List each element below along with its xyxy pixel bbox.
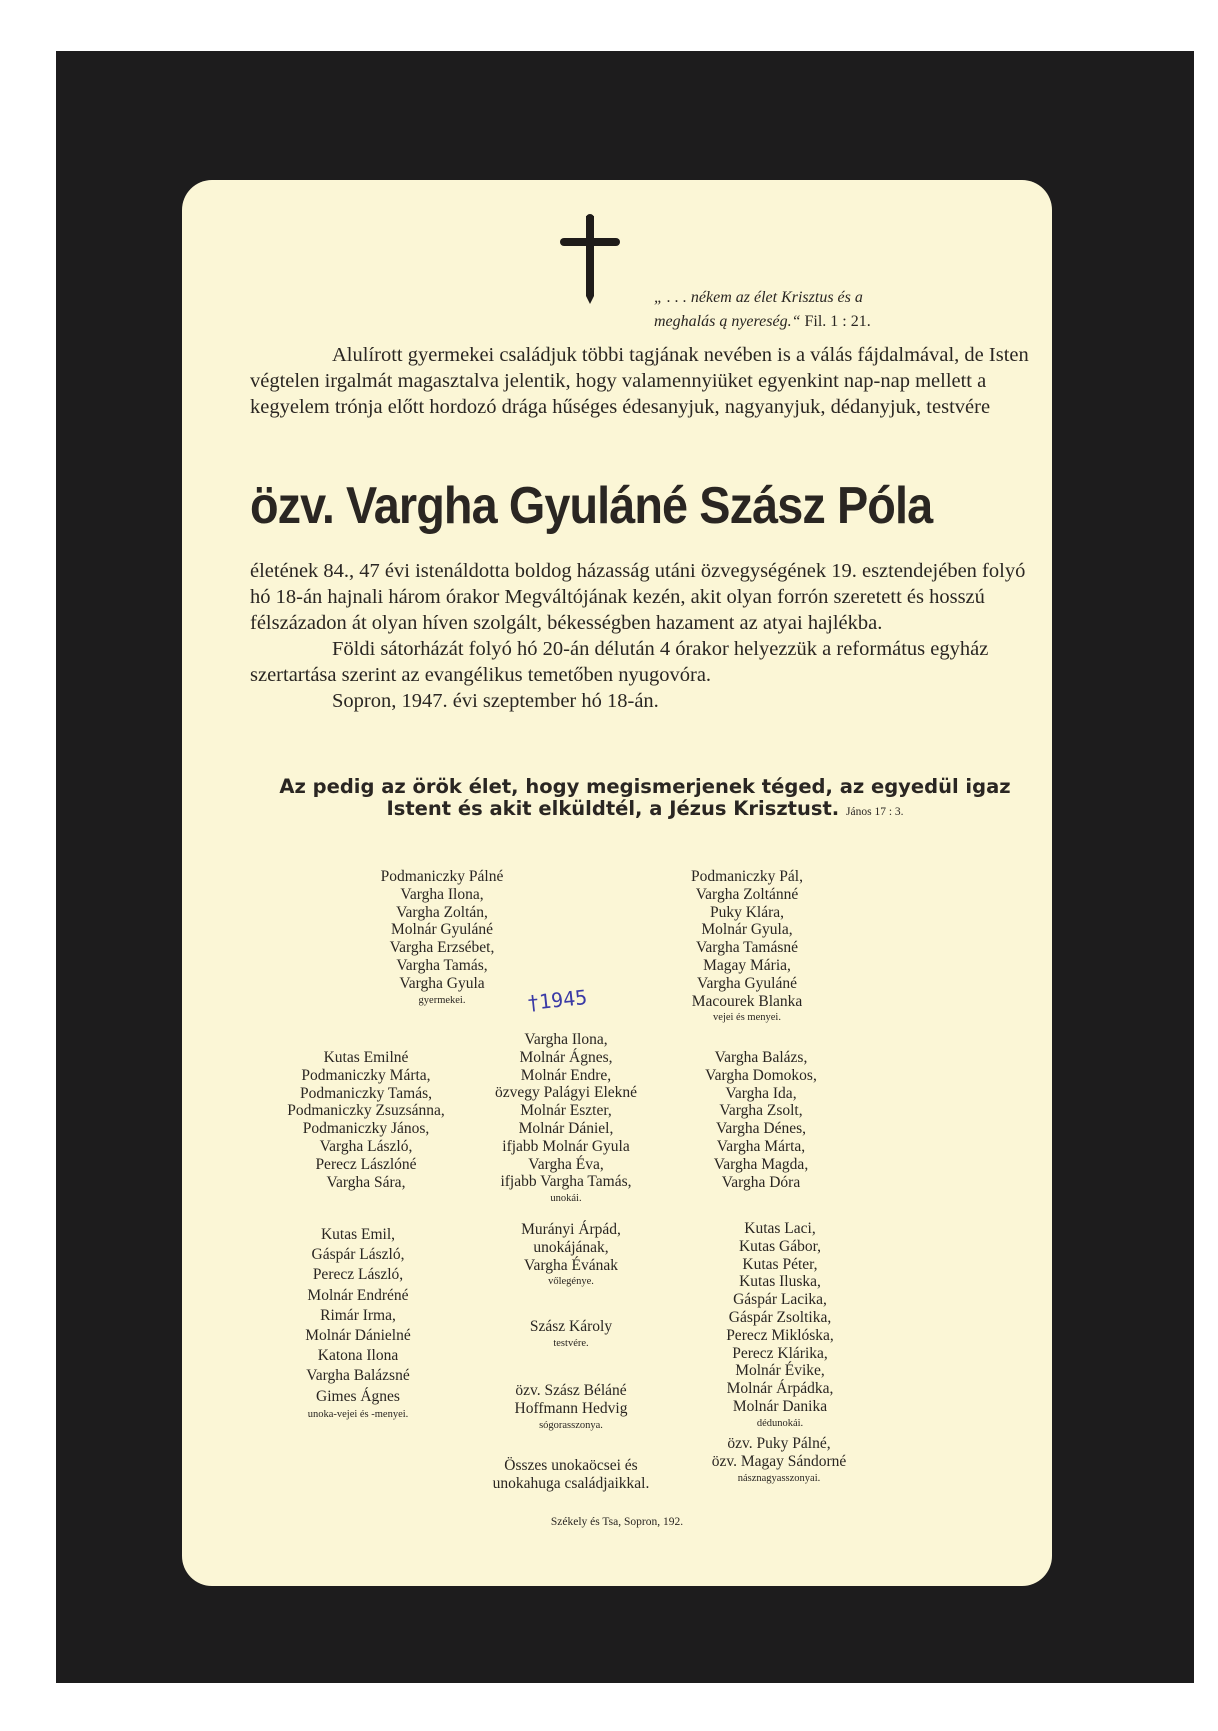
cross-icon [560,214,620,306]
mourner-name: Vargha Ilona, [400,885,484,903]
mourner-name: Podmaniczky Pál, [691,868,803,885]
sibling-list [486,1318,656,1352]
mourner-name: Perecz Miklóska, [726,1326,834,1344]
printer-imprint: Székely és Tsa, Sopron, 192. [550,1516,684,1528]
mourner-name: Molnár Dániel, [518,1119,614,1137]
mourner-name: ifjabb Molnár Gyula [502,1137,630,1155]
mourner-name: Molnár Ágnes, [519,1048,613,1066]
mourner-name: Macourek Blanka [691,992,803,1010]
grandchildren-in-law-list [276,1225,440,1423]
mourner-name: Vargha Évának [524,1256,618,1274]
mourner-name: Podmaniczky Zsuzsánna, [287,1102,445,1120]
relation-caption: unokái. [550,1193,582,1205]
mourner-name: Vargha Domokos, [705,1066,817,1084]
relation-caption: vőlegénye. [548,1276,594,1288]
relation-caption: unoka-vejei és -menyei. [307,1408,409,1420]
mourner-name: özv. Puky Pálné, [727,1435,831,1452]
grandchildren-left-list [270,1049,462,1191]
mourner-name: Vargha Balázs, [714,1049,808,1066]
mourner-name: Podmaniczky János, [302,1120,430,1138]
mourner-name: Vargha Zoltánné [695,885,799,903]
mourner-name: Katona Ilona [317,1347,399,1365]
mourner-name: özvegy Palágyi Elekné [494,1084,638,1102]
mourner-name: unokájának, [533,1238,609,1256]
mourner-name: Vargha Márta, [716,1137,806,1155]
mourner-name: Kutas Emil, [320,1226,396,1243]
relation-caption: násznagyasszonyai. [737,1472,821,1484]
mourner-name: özv. Magay Sándorné [711,1452,847,1470]
relation-caption: gyermekei. [418,994,466,1006]
motto-line-1: „ . . . nékem az élet Krisztus és a [654,289,863,306]
mourner-name: Podmaniczky Pálné [380,868,504,885]
mourner-name: Gáspár Lacika, [733,1291,827,1309]
mourner-name: Vargha Éva, [528,1155,604,1173]
mourner-name: Rimár Irma, [320,1306,396,1324]
relation-caption: testvére. [553,1337,589,1349]
mourner-name: Molnár Danika [732,1397,828,1415]
mourner-name: Gáspár Zsoltika, [728,1308,832,1326]
mourner-name: Vargha Sára, [326,1173,406,1191]
mourner-name: Gimes Ágnes [316,1387,400,1405]
deceased-name: özv. Vargha Gyuláné Szász Póla [250,477,933,535]
mourner-name: Kutas Gábor, [738,1237,822,1255]
announcement-paragraph: életének 84., 47 évi istenáldotta boldog házasság utáni özvegységének 19. esztendejében folyó hó 18-án hajnali három órakor Megváltójának kezén, akit olyan forrón szeretett és hosszú félszázadon át olyan híven szolgált, békességben hazament az atyai hajlékba. [250,560,1026,634]
place-date: Sopron, 1947. évi szeptember hó 18-án. [332,690,659,712]
intro-paragraph-block [250,342,1036,420]
quote-reference: János 17 : 3. [846,806,904,818]
mourner-name: Vargha Zsolt, [719,1102,803,1120]
quote-text: Az pedig az örök élet, hogy megismerjenek téged, az egyedül igaz Istent és akit elküldtél, a Jézus Krisztust. [279,775,1011,820]
mourner-name: Molnár Gyula, [701,921,793,939]
mourner-name: Molnár Árpádka, [726,1380,834,1398]
mourner-name: Vargha Gyula [399,974,485,992]
co-grandmothers-list [690,1435,868,1487]
mourner-name: Vargha Tamásné [695,939,799,957]
mourner-name: Vargha Dóra [721,1173,801,1191]
relation-caption: sógorasszonya. [539,1419,603,1431]
motto-line-2: meghalás ą nyereség.“ [654,313,801,330]
mourner-name: Összes unokaöcsei és [504,1457,638,1474]
in-laws-list [658,868,836,1026]
mourner-name: Molnár Gyuláné [390,921,493,939]
mourner-name: Vargha Tamás, [396,956,488,974]
grandchildren-right-list [678,1049,844,1191]
announcement-block [250,558,1036,714]
mourner-name: Kutas Emilné [323,1049,409,1066]
handwritten-note: †1945 [525,984,589,1016]
nephews-list [466,1457,676,1493]
mourner-name: Szász Károly [529,1318,613,1335]
mourner-name: Vargha Gyuláné [696,974,797,992]
mourner-name: unokahuga családjaikkal. [492,1474,650,1492]
mourner-name: Podmaniczky Márta, [301,1066,431,1084]
mourner-name: Vargha Balázsné [306,1367,410,1385]
mourner-name: Kutas Iluska, [739,1273,821,1291]
relation-caption: vejei és menyei. [713,1012,781,1024]
mourner-name: Molnár Endréné [307,1286,409,1304]
mourner-name: Gáspár László, [311,1246,405,1264]
mourner-name: Perecz Lászlóné [315,1155,417,1173]
grandchildren-mid-list [466,1031,666,1207]
mourner-name: ifjabb Vargha Tamás, [500,1173,632,1191]
closing-scripture [252,776,1038,823]
funeral-paragraph: Földi sátorházát folyó hó 20-án délután 4 órakor helyezzük a református egyház szertartása szerint az evangélikus temetőben nyugovóra. [250,638,989,686]
scripture-motto [654,286,1034,334]
mourner-name: Vargha Magda, [713,1155,809,1173]
mourner-name: Vargha Zoltán, [396,903,488,921]
sister-in-law-list [472,1382,670,1434]
children-list [354,868,530,1009]
mourner-name: Vargha Erzsébet, [389,939,495,957]
mourner-name: Vargha Ida, [725,1084,797,1102]
intro-paragraph: Alulírott gyermekei családjuk többi tagjának nevében is a válás fájdalmával, de Isten végtelen irgalmát magasztalva jelentik, hogy valamennyiüket egyenkint nap-nap mellett a kegyelem trónja előtt hordozó drága hűséges édesanyjuk, nagyanyjuk, dédanyjuk, testvére [250,344,1029,418]
mourner-name: Vargha Ilona, [524,1031,608,1048]
mourner-name: Perecz Klárika, [732,1344,828,1362]
mourner-name: Magay Mária, [703,956,791,974]
mourner-name: Hoffmann Hedvig [514,1399,628,1417]
mourner-name: Kutas Péter, [742,1255,818,1273]
mourner-name: Kutas Laci, [744,1220,816,1237]
mourner-name: Podmaniczky Tamás, [299,1084,433,1102]
great-grandchildren-list [702,1220,858,1432]
mourner-name: Perecz László, [312,1266,404,1284]
mourner-name: Molnár Dánielné [305,1327,411,1345]
mourner-name: Molnár Eszter, [520,1102,612,1120]
fiance-list [486,1221,656,1290]
mourner-name: Puky Klára, [709,903,785,921]
mourner-name: Vargha Dénes, [715,1120,807,1138]
motto-reference: Fil. 1 : 21. [800,313,871,330]
mourner-name: Vargha László, [319,1137,413,1155]
relation-caption: dédunokái. [756,1417,804,1429]
mourner-name: Molnár Endre, [520,1066,612,1084]
mourner-name: Murányi Árpád, [521,1221,621,1238]
mourner-name: Molnár Évike, [735,1362,825,1380]
mourner-name: özv. Szász Béláné [515,1382,627,1399]
obituary-card [182,180,1052,1586]
